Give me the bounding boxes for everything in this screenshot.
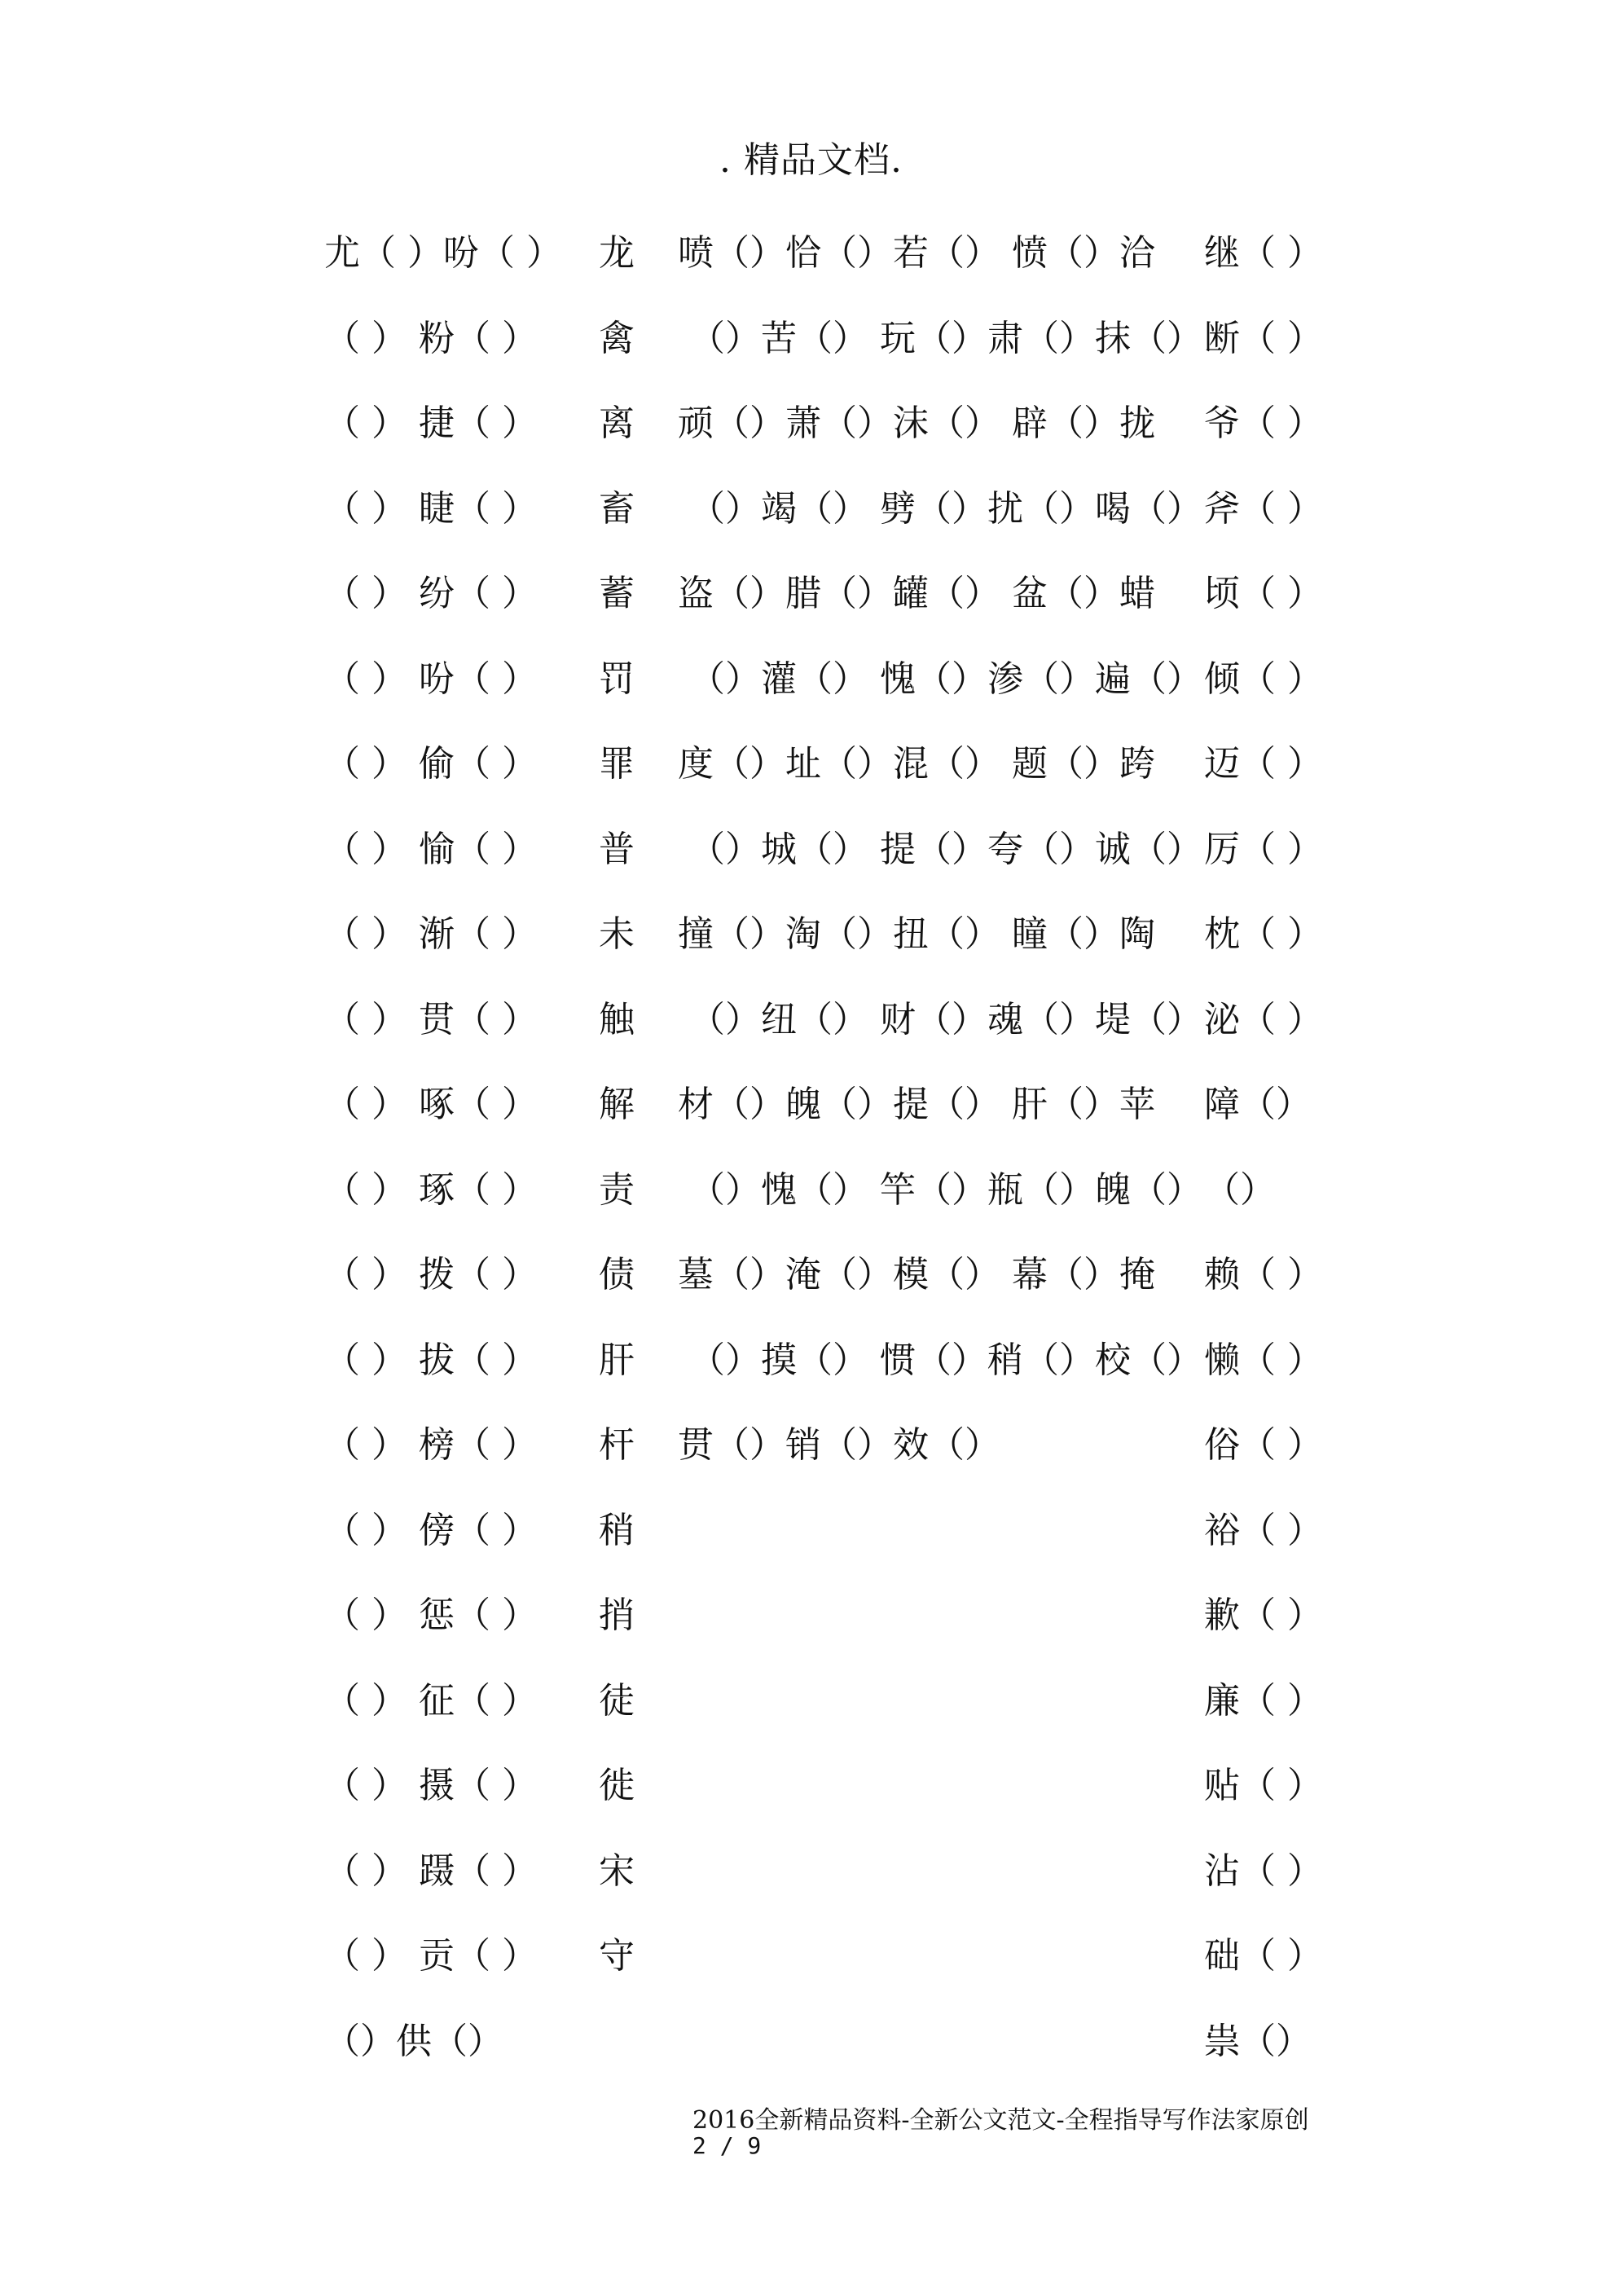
col1-row: （ ） 琢（ ） bbox=[324, 1168, 538, 1211]
col4-row: 贴（ ） bbox=[1204, 1765, 1323, 1806]
col2-row: 肝 bbox=[599, 1339, 635, 1381]
col4-row: 裕（ ） bbox=[1204, 1509, 1323, 1551]
col1-row: （ ） 征（ ） bbox=[324, 1679, 538, 1722]
col2-row: 普 bbox=[599, 828, 635, 870]
col2-row: 罚 bbox=[599, 658, 635, 700]
col2-row: 离 bbox=[599, 402, 635, 444]
col4-row: 爷（ ） bbox=[1204, 402, 1323, 444]
col2-row: 未 bbox=[599, 913, 635, 955]
col4-row: 断（ ） bbox=[1204, 317, 1323, 359]
col2-row: 解 bbox=[599, 1084, 635, 1125]
col4-row: 倾（ ） bbox=[1204, 658, 1323, 700]
col4-row: 础（ ） bbox=[1204, 1935, 1323, 1977]
col3-row: 贯（）销（）效（） bbox=[678, 1424, 1000, 1466]
col4-row: （） bbox=[1204, 1168, 1276, 1211]
col2-row: 罪 bbox=[599, 743, 635, 785]
col3-row: （）灌（） 愧（）渗（）遍（） bbox=[678, 658, 1202, 700]
col4-row: 懒（ ） bbox=[1204, 1339, 1323, 1381]
col4-row: 廉（ ） bbox=[1204, 1679, 1323, 1722]
col1-row: （ ） 睫（ ） bbox=[324, 487, 538, 530]
col1-row: （ ） 傍（ ） bbox=[324, 1509, 538, 1551]
col1-row: （ ） 纷（ ） bbox=[324, 573, 538, 614]
col2-row: 蓄 bbox=[599, 573, 635, 614]
col2-row: 龙 bbox=[599, 232, 635, 274]
col3-row: 撞（）淘（）扭（） 瞳（）陶 bbox=[678, 913, 1155, 955]
col1-row: （ ） 摄（ ） bbox=[324, 1765, 538, 1806]
col3-row: （）竭（） 劈（）扰（）喝（） bbox=[678, 487, 1202, 530]
col4-row: 枕（ ） bbox=[1204, 913, 1323, 955]
col2-row: 捎 bbox=[599, 1594, 635, 1636]
col3-row: 度（）址（）混（） 题（）跨 bbox=[678, 743, 1155, 785]
col3-row: （）城（） 提（）夸（）诚（） bbox=[678, 828, 1202, 870]
col1-row: （ ） 拨（ ） bbox=[324, 1254, 538, 1295]
col2-row: 徙 bbox=[599, 1765, 635, 1806]
col1-row: （）供（） bbox=[324, 2020, 503, 2062]
col4-row: 赖（ ） bbox=[1204, 1254, 1323, 1295]
col4-row: 迈（ ） bbox=[1204, 743, 1323, 785]
col2-row: 责 bbox=[599, 1168, 635, 1211]
col2-row: 触 bbox=[599, 998, 635, 1040]
col1-row: （ ） 愉（ ） bbox=[324, 828, 538, 870]
col1-row: （ ） 渐（ ） bbox=[324, 913, 538, 955]
col2-row: 杆 bbox=[599, 1424, 635, 1466]
col1-row: （ ） 粉（ ） bbox=[324, 317, 538, 359]
col1-row: （ ） 贯（ ） bbox=[324, 998, 538, 1040]
col3-row: 喷（）恰（）若（） 愤（）洽 bbox=[678, 232, 1155, 274]
col4-row: 厉（ ） bbox=[1204, 828, 1323, 870]
col3-row: （）纽（） 财（）魂（）堤（） bbox=[678, 998, 1202, 1040]
col2-row: 徒 bbox=[599, 1679, 635, 1722]
col3-row: 顽（）萧（）沫（） 辟（）拢 bbox=[678, 402, 1155, 444]
col3-row: （）摸（） 惯（）稍（）校（） bbox=[678, 1339, 1202, 1381]
col1-row: （ ） 贡（ ） bbox=[324, 1935, 538, 1977]
page-header: . 精品文档. bbox=[719, 139, 903, 181]
col3-row: （）苦（） 玩（）肃（）抹（） bbox=[678, 317, 1202, 359]
col4-row: 歉（ ） bbox=[1204, 1594, 1323, 1636]
col2-row: 稍 bbox=[599, 1509, 635, 1551]
col1-row: （ ） 吩（ ） bbox=[324, 658, 538, 700]
col2-row: 债 bbox=[599, 1254, 635, 1295]
col1-row: 尤（ ）吩（ ） bbox=[324, 232, 562, 274]
col4-row: 继（ ） bbox=[1204, 232, 1323, 274]
col1-row: （ ） 惩（ ） bbox=[324, 1594, 538, 1636]
col4-row: 祟（） bbox=[1204, 2020, 1312, 2062]
col2-row: 畜 bbox=[599, 487, 635, 530]
col1-row: （ ） 拔（ ） bbox=[324, 1339, 538, 1381]
col4-row: 障（） bbox=[1204, 1084, 1312, 1125]
page-number: 2 / 9 bbox=[692, 2132, 762, 2159]
col3-row: 材（）魄（）提（） 肝（）苹 bbox=[678, 1084, 1155, 1125]
col4-row: 斧（ ） bbox=[1204, 487, 1323, 530]
col3-row: 墓（）淹（）模（） 幕（）掩 bbox=[678, 1254, 1155, 1295]
footer-text: 2016全新精品资料-全新公文范文-全程指导写作法家原创 bbox=[692, 2106, 1309, 2135]
col4-row: 泌（ ） bbox=[1204, 998, 1323, 1040]
col1-row: （ ） 啄（ ） bbox=[324, 1084, 538, 1125]
col4-row: 俗（ ） bbox=[1204, 1424, 1323, 1466]
col1-row: （ ） 蹑（ ） bbox=[324, 1850, 538, 1892]
col2-row: 宋 bbox=[599, 1850, 635, 1892]
col1-row: （ ） 榜（ ） bbox=[324, 1424, 538, 1466]
col2-row: 守 bbox=[599, 1935, 635, 1977]
col1-row: （ ） 偷（ ） bbox=[324, 743, 538, 785]
col3-row: （）愧（） 竿（）瓶（）魄（） bbox=[678, 1168, 1202, 1211]
col1-row: （ ） 捷（ ） bbox=[324, 402, 538, 444]
col4-row: 顷（ ） bbox=[1204, 573, 1323, 614]
col3-row: 盗（）腊（）罐（） 盆（）蜡 bbox=[678, 573, 1155, 614]
col2-row: 禽 bbox=[599, 317, 635, 359]
col4-row: 沾（ ） bbox=[1204, 1850, 1323, 1892]
